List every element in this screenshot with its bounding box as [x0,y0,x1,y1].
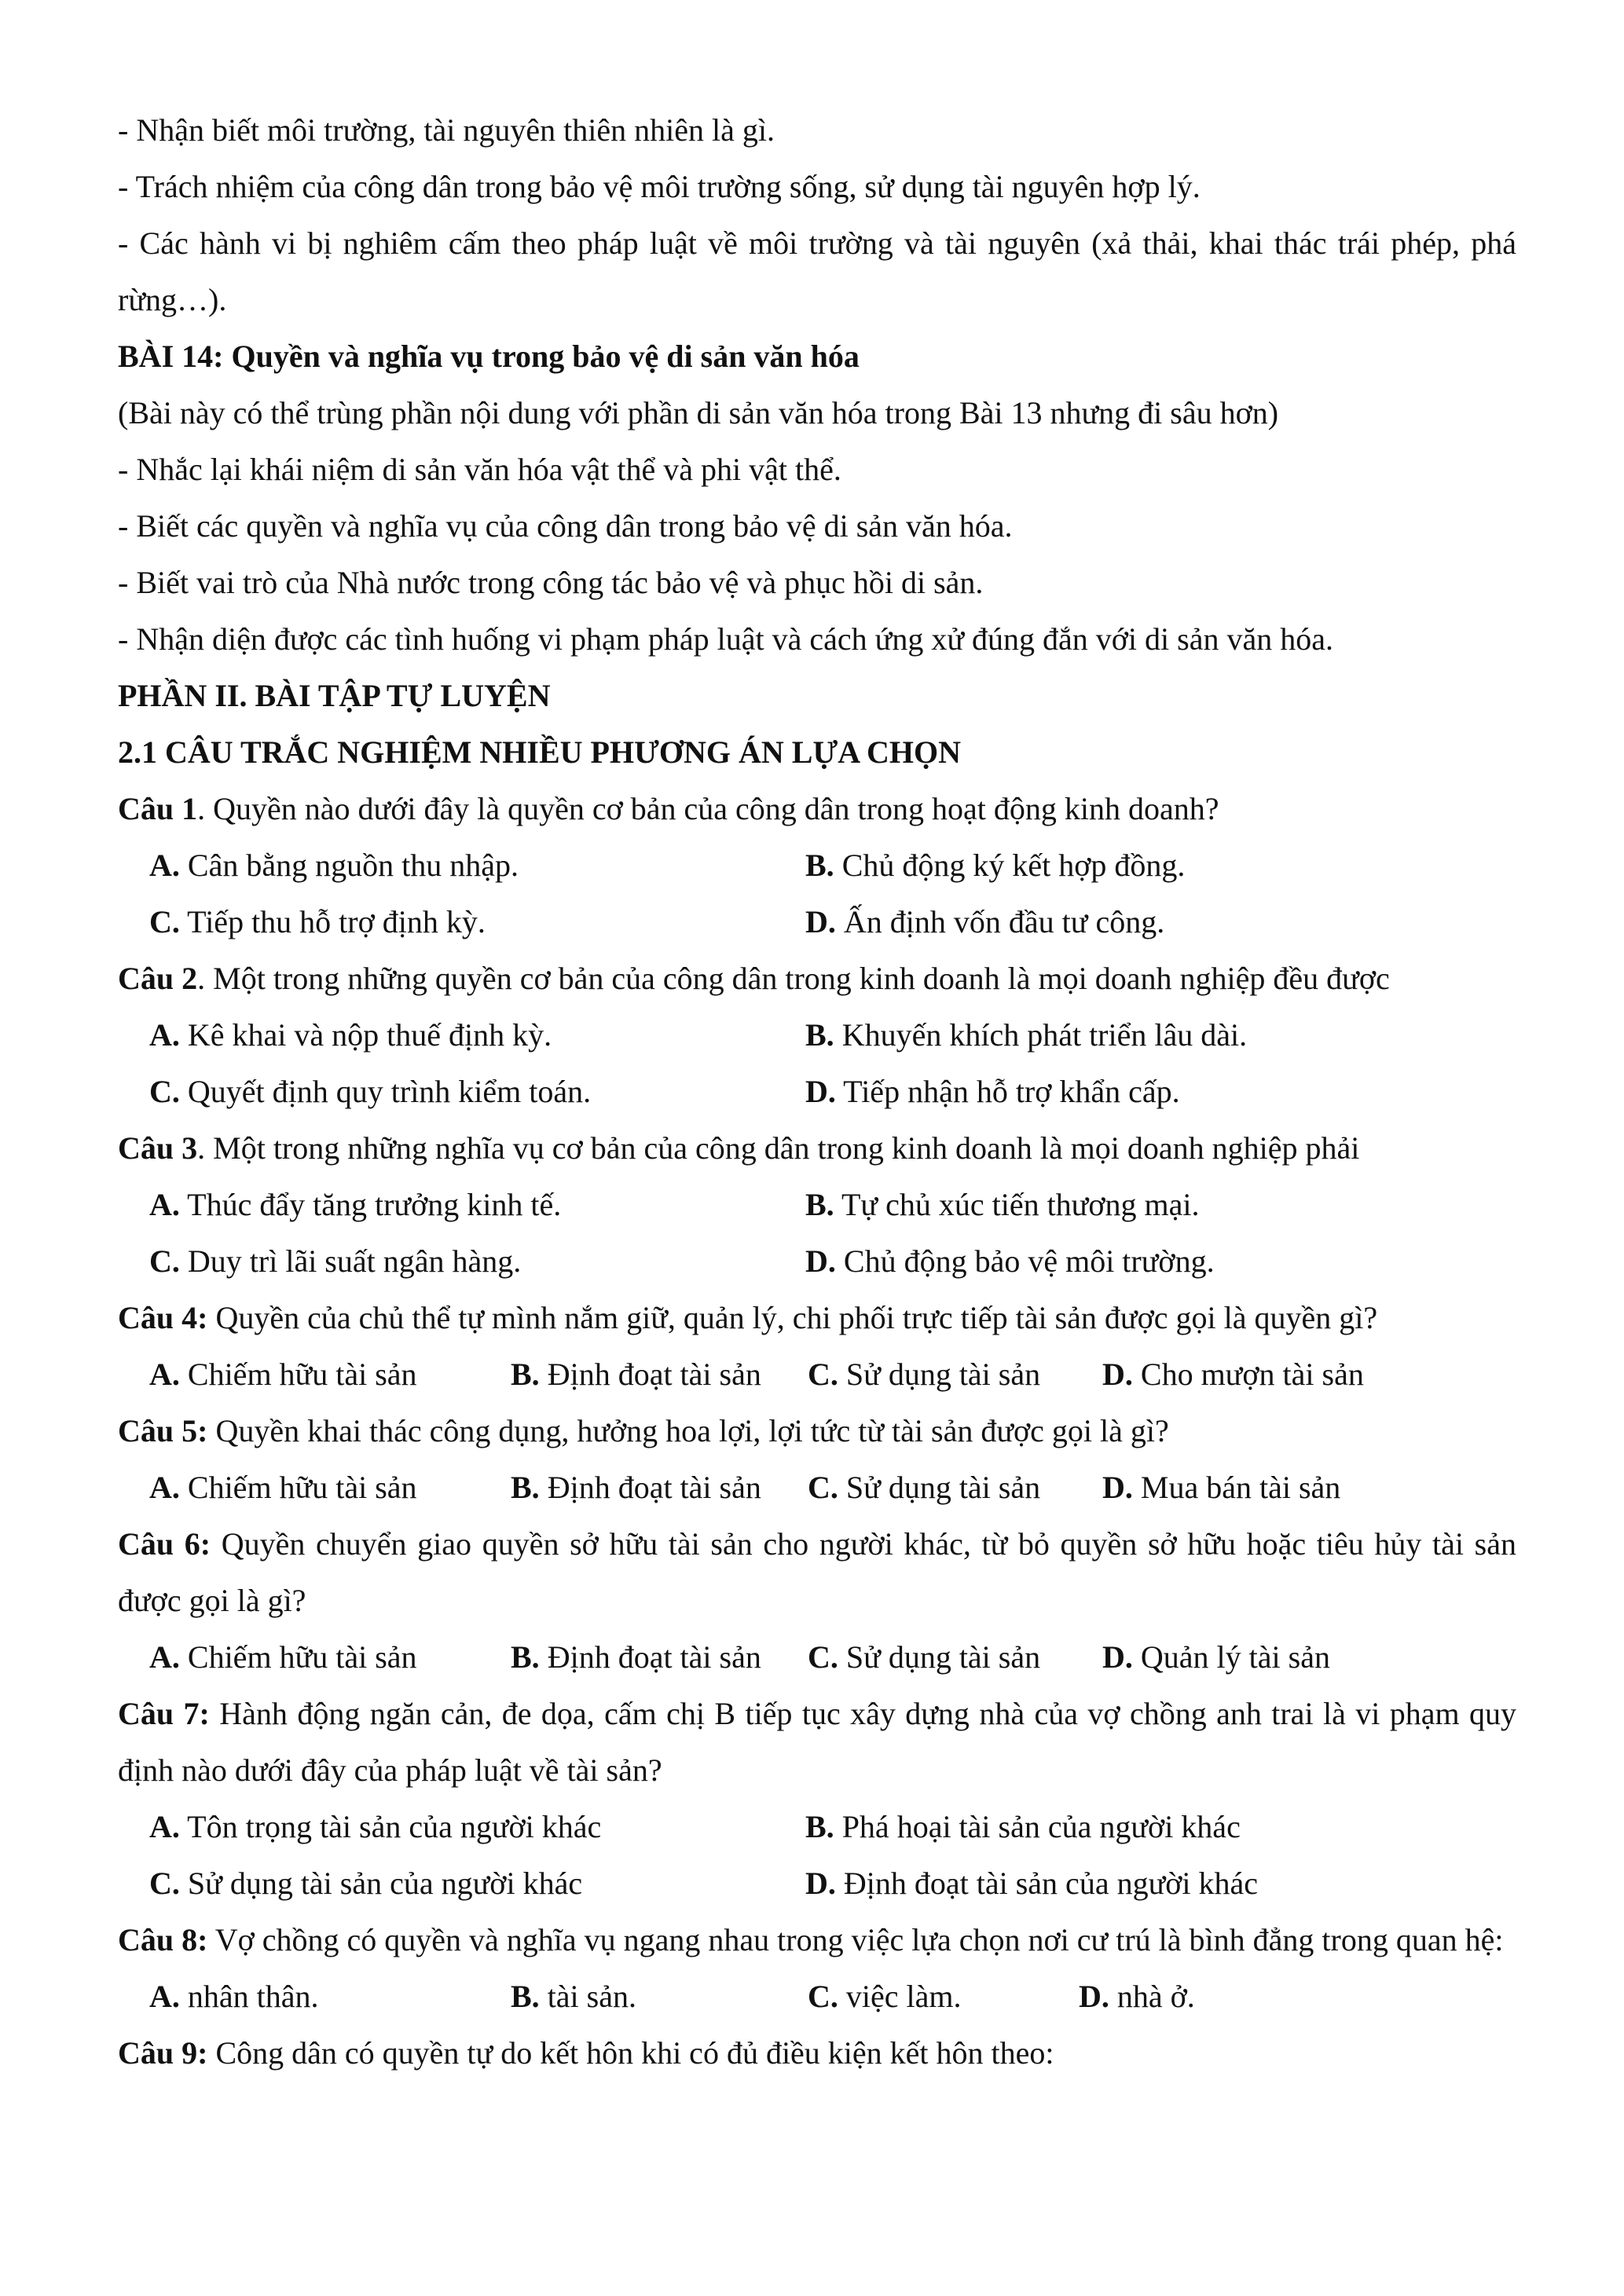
option-key: B. [805,1809,834,1844]
question-text: Quyền nào dưới đây là quyền cơ bản của công dân trong hoạt động kinh doanh? [205,791,1219,826]
answer-option-d [805,894,1516,950]
question-text: Quyền chuyển giao quyền sở hữu tài sản cho người khác, từ bỏ quyền sở hữu hoặc tiêu hủy tài sản được gọi là gì? [118,1526,1516,1618]
answer-option-d [1102,1346,1516,1403]
question-separator: . [197,791,206,826]
answer-options [118,837,1516,950]
option-key: A. [149,1187,180,1222]
option-key: D. [1102,1470,1133,1505]
question-1 [118,781,1516,837]
option-key: B. [511,1979,540,2014]
question-4 [118,1290,1516,1346]
question-label: Câu 4 [118,1300,198,1335]
answer-options [118,1459,1516,1516]
option-text: Duy trì lãi suất ngân hàng. [179,1243,522,1279]
part-2-heading: PHẦN II. BÀI TẬP TỰ LUYỆN [118,678,551,713]
option-key: D. [805,904,836,939]
option-key: B. [511,1357,540,1392]
answer-option-a [149,837,805,894]
option-key: B. [511,1639,540,1675]
option-text: Phá hoại tài sản của người khác [834,1809,1241,1844]
option-key: A. [149,1470,180,1505]
option-text: Tiếp nhận hỗ trợ khẩn cấp. [835,1074,1180,1109]
answer-option-b [805,1007,1516,1064]
answer-option-b [511,1346,808,1403]
answer-option-c [808,1968,1079,2025]
option-key: C. [808,1979,838,2014]
option-text: Tiếp thu hỗ trợ định kỳ. [179,904,486,939]
option-text: Định đoạt tài sản [539,1357,761,1392]
answer-option-a [149,1459,511,1516]
option-key: D. [1079,1979,1109,2014]
option-text: Chủ động ký kết hợp đồng. [834,848,1186,883]
answer-options [118,1629,1516,1686]
option-text: Sử dụng tài sản của người khác [179,1866,583,1901]
question-label: Câu 9 [118,2035,198,2071]
intro-line-2: - Trách nhiệm của công dân trong bảo vệ môi trường sống, sử dụng tài nguyên hợp lý. [118,169,1201,204]
question-label: Câu 1 [118,791,198,826]
answer-option-b [511,1968,808,2025]
option-text: Chiếm hữu tài sản [179,1639,417,1675]
lesson-14-line-5: - Nhận diện được các tình huống vi phạm pháp luật và cách ứng xử đúng đắn với di sản văn hóa. [118,621,1333,657]
question-2 [118,950,1516,1007]
option-key: C. [808,1357,838,1392]
question-text: Một trong những quyền cơ bản của công dân trong kinh doanh là mọi doanh nghiệp đều được [205,961,1390,996]
answer-options [118,1007,1516,1120]
question-9 [118,2025,1516,2082]
lesson-14-heading: BÀI 14: Quyền và nghĩa vụ trong bảo vệ di sản văn hóa [118,339,860,374]
option-text: Sử dụng tài sản [838,1639,1041,1675]
option-text: việc làm. [838,1979,962,2014]
question-separator: . [197,961,206,996]
option-text: Tôn trọng tài sản của người khác [179,1809,602,1844]
question-label: Câu 6 [118,1526,200,1562]
intro-line-1: - Nhận biết môi trường, tài nguyên thiên nhiên là gì. [118,112,775,148]
option-text: Khuyến khích phát triển lâu dài. [834,1017,1248,1053]
answer-option-c [808,1346,1102,1403]
question-7 [118,1686,1516,1799]
question-text: Quyền khai thác công dụng, hưởng hoa lợi, lợi tức từ tài sản được gọi là gì? [207,1413,1169,1448]
option-key: A. [149,848,180,883]
option-key: C. [808,1470,838,1505]
option-key: A. [149,1979,180,2014]
question-separator: . [197,1130,206,1166]
option-text: Tự chủ xúc tiến thương mại. [834,1187,1200,1222]
option-key: C. [149,1243,180,1279]
question-separator: : [197,1922,208,1957]
option-text: Sử dụng tài sản [838,1470,1041,1505]
question-label: Câu 2 [118,961,198,996]
option-key: B. [805,848,834,883]
answer-option-a [149,1968,511,2025]
option-key: C. [808,1639,838,1675]
answer-option-c [149,1855,805,1912]
question-separator: : [200,1526,211,1562]
intro-line-3: - Các hành vi bị nghiêm cấm theo pháp luật về môi trường và tài nguyên (xả thải, khai thác trái phép, phá rừng…). [118,225,1516,317]
answer-option-a [149,1007,805,1064]
question-separator: : [197,1300,208,1335]
question-label: Câu 7 [118,1696,200,1731]
document-page [118,102,1516,2082]
answer-option-a [149,1177,805,1233]
option-text: Cho mượn tài sản [1132,1357,1364,1392]
option-key: A. [149,1017,180,1053]
option-key: C. [149,904,180,939]
option-text: nhân thân. [179,1979,319,2014]
option-key: A. [149,1639,180,1675]
question-8 [118,1912,1516,1968]
question-5 [118,1403,1516,1459]
lesson-14-line-3: - Biết các quyền và nghĩa vụ của công dân trong bảo vệ di sản văn hóa. [118,508,1013,544]
lesson-14-line-1: (Bài này có thể trùng phần nội dung với phần di sản văn hóa trong Bài 13 nhưng đi sâu hơn) [118,395,1279,430]
option-text: Mua bán tài sản [1132,1470,1341,1505]
question-separator: : [197,2035,208,2071]
answer-option-d [1079,1968,1516,2025]
answer-option-b [511,1629,808,1686]
option-key: D. [805,1866,836,1901]
section-heading: 2.1 CÂU TRẮC NGHIỆM NHIỀU PHƯƠNG ÁN LỰA CHỌN [118,734,961,770]
question-separator: : [197,1413,208,1448]
option-key: B. [805,1017,834,1053]
option-text: Cân bằng nguồn thu nhập. [179,848,519,883]
answer-option-d [1102,1629,1516,1686]
option-text: Sử dụng tài sản [838,1357,1041,1392]
answer-option-c [149,894,805,950]
option-text: Định đoạt tài sản của người khác [835,1866,1259,1901]
option-text: Quản lý tài sản [1132,1639,1330,1675]
option-key: D. [1102,1357,1133,1392]
option-key: B. [805,1187,834,1222]
answer-options [118,1799,1516,1912]
lesson-14-line-4: - Biết vai trò của Nhà nước trong công tác bảo vệ và phục hồi di sản. [118,565,984,600]
option-key: C. [149,1866,180,1901]
answer-options [118,1968,1516,2025]
question-label: Câu 3 [118,1130,198,1166]
question-text: Công dân có quyền tự do kết hôn khi có đủ điều kiện kết hôn theo: [207,2035,1054,2071]
answer-option-d [805,1064,1516,1120]
option-text: tài sản. [539,1979,636,2014]
answer-option-b [511,1459,808,1516]
option-text: Kê khai và nộp thuế định kỳ. [179,1017,552,1053]
answer-option-a [149,1629,511,1686]
option-text: Định đoạt tài sản [539,1639,761,1675]
option-key: B. [511,1470,540,1505]
option-text: Chiếm hữu tài sản [179,1470,417,1505]
lesson-14-line-2: - Nhắc lại khái niệm di sản văn hóa vật thể và phi vật thể. [118,452,841,487]
option-text: Thúc đẩy tăng trưởng kinh tế. [179,1187,562,1222]
question-6 [118,1516,1516,1629]
question-label: Câu 5 [118,1413,198,1448]
answer-options [118,1177,1516,1290]
answer-option-c [808,1459,1102,1516]
option-text: Quyết định quy trình kiểm toán. [179,1074,592,1109]
answer-option-a [149,1799,805,1855]
question-text: Hành động ngăn cản, đe dọa, cấm chị B tiếp tục xây dựng nhà của vợ chồng anh trai là vi phạm quy định nào dưới đây của pháp luật về tài sản? [118,1696,1516,1788]
question-label: Câu 8 [118,1922,198,1957]
answer-option-b [805,837,1516,894]
question-separator: : [199,1696,210,1731]
answer-option-b [805,1177,1516,1233]
option-key: C. [149,1074,180,1109]
question-text: Một trong những nghĩa vụ cơ bản của công dân trong kinh doanh là mọi doanh nghiệp phải [205,1130,1360,1166]
question-list [118,781,1516,2082]
option-text: Định đoạt tài sản [539,1470,761,1505]
answer-option-a [149,1346,511,1403]
option-text: Chiếm hữu tài sản [179,1357,417,1392]
answer-option-b [805,1799,1516,1855]
option-key: A. [149,1357,180,1392]
answer-option-d [805,1855,1516,1912]
answer-option-c [808,1629,1102,1686]
answer-option-c [149,1233,805,1290]
option-key: D. [805,1074,836,1109]
answer-options [118,1346,1516,1403]
answer-option-d [1102,1459,1516,1516]
option-key: A. [149,1809,180,1844]
option-text: nhà ở. [1109,1979,1195,2014]
question-text: Quyền của chủ thể tự mình nắm giữ, quản lý, chi phối trực tiếp tài sản được gọi là quyền gì? [207,1300,1378,1335]
answer-option-c [149,1064,805,1120]
question-3 [118,1120,1516,1177]
answer-option-d [805,1233,1516,1290]
question-text: Vợ chồng có quyền và nghĩa vụ ngang nhau trong việc lựa chọn nơi cư trú là bình đẳng trong quan hệ: [207,1922,1504,1957]
option-text: Chủ động bảo vệ môi trường. [835,1243,1215,1279]
option-text: Ấn định vốn đầu tư công. [835,904,1165,939]
option-key: D. [805,1243,836,1279]
option-key: D. [1102,1639,1133,1675]
